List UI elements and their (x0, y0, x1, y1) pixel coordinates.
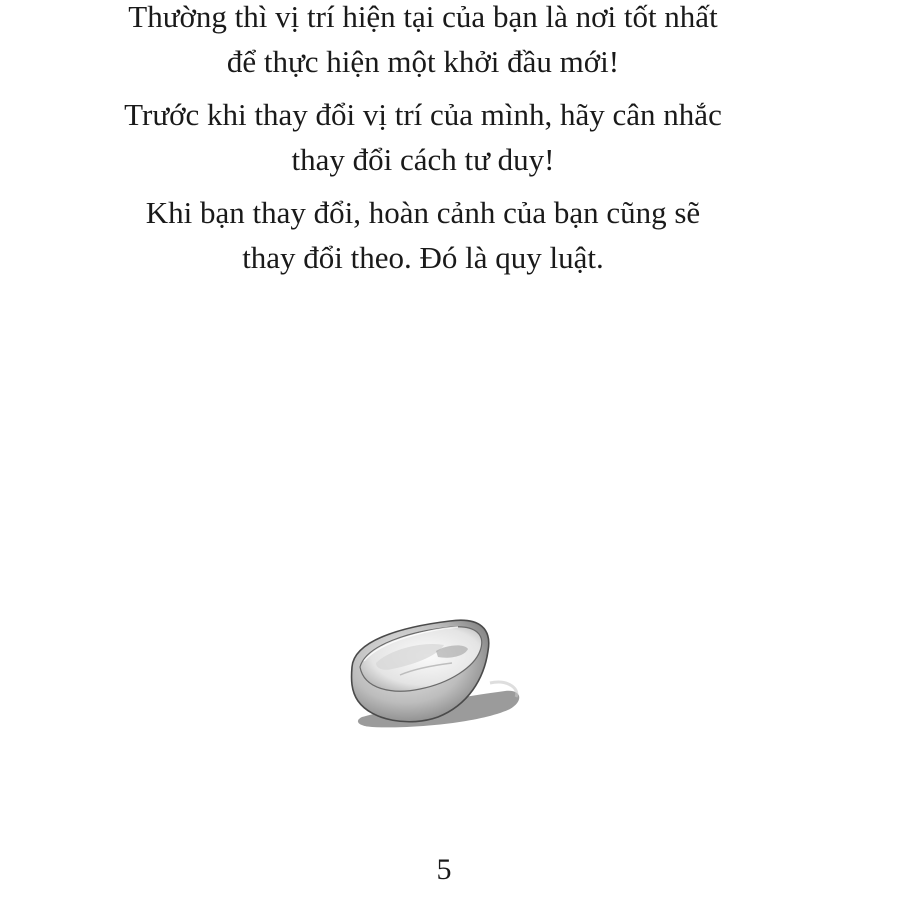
page-number: 5 (436, 853, 452, 886)
paragraph-2-line-1: Trước khi thay đổi vị trí của mình, hãy cân nhắc (124, 97, 722, 132)
paragraph-1 (0, 0, 846, 84)
paragraph-1-line-1: Thường thì vị trí hiện tại của bạn là nơi tốt nhất (128, 0, 718, 34)
paragraph-1-line-2: để thực hiện một khởi đầu mới! (226, 44, 620, 79)
paragraph-3-line-1: Khi bạn thay đổi, hoàn cảnh của bạn cũng sẽ (145, 195, 701, 230)
nutshell-illustration-icon (340, 605, 530, 735)
paragraph-2 (0, 92, 846, 182)
paragraph-2-line-2: thay đổi cách tư duy! (291, 142, 555, 177)
body-text (0, 0, 846, 288)
paragraph-3 (0, 190, 846, 280)
paragraph-3-line-2: thay đổi theo. Đó là quy luật. (242, 240, 604, 275)
